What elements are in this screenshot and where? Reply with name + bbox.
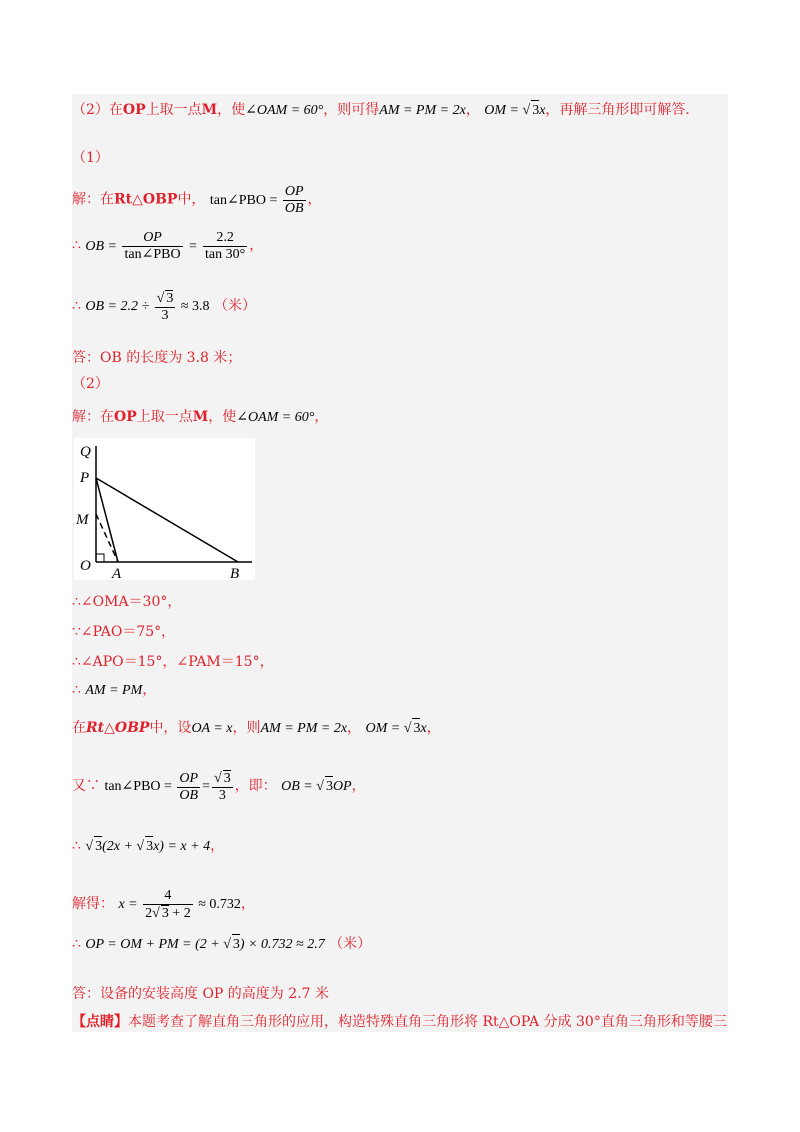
- solution-2-line-5: [72, 680, 156, 701]
- label-a: A: [112, 566, 122, 580]
- formula-ob-calc: OB = 2.2 ÷ $\frac{√ 3}{3}$ ≈ 3.8: [85, 291, 210, 323]
- part-1-heading: （1）: [72, 150, 109, 166]
- text: （2）在: [72, 102, 123, 118]
- hint-line-2: [72, 100, 699, 121]
- text: ，使: [208, 409, 237, 425]
- formula: ∠OAM = 60°: [236, 410, 315, 425]
- therefore-symbol: ∴: [72, 936, 81, 952]
- figure-svg: [74, 438, 255, 580]
- text: 上取一点: [136, 409, 193, 425]
- text: OP = OM + PM = (2 +: [85, 937, 224, 952]
- comment-line: [72, 1012, 727, 1032]
- formula-tan: [209, 184, 308, 216]
- text: ，: [426, 720, 441, 736]
- geometry-figure: [74, 438, 255, 580]
- text: 上取一点: [145, 102, 202, 118]
- text: OB: [284, 201, 304, 216]
- text: ，: [307, 191, 322, 208]
- text: 3: [412, 718, 420, 739]
- text: 中，设: [149, 720, 192, 736]
- text: 3: [218, 788, 226, 803]
- therefore-symbol: ∴: [72, 838, 81, 854]
- label-o: O: [80, 558, 91, 574]
- text: ，: [210, 838, 225, 854]
- formula: AM = PM: [85, 683, 143, 698]
- formula-ob: [85, 230, 249, 262]
- text: 中，: [177, 191, 206, 208]
- text: OB =: [281, 779, 317, 795]
- text: （米）: [214, 298, 256, 315]
- therefore-symbol: ∴: [72, 682, 81, 698]
- formula-om: OM = √ 3x: [484, 103, 545, 118]
- text: Rt△OBP: [114, 191, 178, 208]
- text: ，: [314, 409, 329, 425]
- answer-1: 答：OB 的长度为 3.8 米；: [72, 350, 242, 366]
- text: ，: [351, 778, 366, 795]
- formula-x: x = $\frac{4}{2√ 3 + 2}$ ≈ 0.732: [118, 888, 241, 921]
- text: OP: [122, 230, 182, 247]
- text: x =: [118, 897, 142, 913]
- text: tan∠PBO: [124, 247, 181, 262]
- therefore-symbol: ∴: [72, 237, 81, 254]
- formula-equation: √ 3(2x + √ 3x) = x + 4: [85, 839, 210, 854]
- right-angle-mark: [96, 554, 104, 562]
- solution-2-line-4: ∴∠APO＝15°，∠PAM＝15°，: [72, 654, 274, 670]
- text: ≈ 3.8: [177, 299, 210, 315]
- solution-line-1: [72, 184, 322, 217]
- text: 3: [223, 771, 231, 786]
- text: 在: [72, 720, 86, 736]
- formula: AM = PM = 2x: [379, 103, 466, 118]
- text: ，使: [217, 102, 246, 118]
- text: tan 30°: [205, 247, 246, 262]
- comment-tag: 【点睛】: [72, 1014, 128, 1030]
- text: 解得：: [72, 896, 114, 913]
- text: OM =: [484, 103, 523, 118]
- text: 解：在: [72, 409, 114, 425]
- text: 3: [232, 934, 240, 955]
- text: ，: [465, 102, 480, 118]
- formula: ∠OAM = 60°: [245, 103, 324, 118]
- solution-2-line-6: [72, 718, 441, 739]
- text: 又∵: [72, 778, 100, 795]
- solution-line-3: [72, 290, 256, 324]
- text: M: [201, 102, 218, 118]
- text: OB =: [85, 238, 121, 254]
- solution-line-2: [72, 230, 263, 263]
- text: tan∠PBO =: [209, 192, 281, 208]
- text: =: [184, 238, 202, 254]
- part-2-heading: （2）: [72, 376, 109, 392]
- text: (2x +: [102, 839, 137, 854]
- text: 3: [325, 776, 333, 797]
- label-m: M: [76, 512, 89, 528]
- solution-2-line-7: [72, 770, 366, 804]
- text: ，: [240, 896, 255, 913]
- solution-2-line-10: [72, 934, 371, 955]
- formula-op-final: OP = OM + PM = (2 + √ 3) × 0.732 ≈ 2.7: [85, 937, 324, 952]
- text: ，: [347, 720, 362, 736]
- text: 3: [94, 836, 102, 857]
- text: OB: [179, 787, 199, 803]
- label-b: B: [230, 566, 240, 580]
- text: x: [420, 721, 427, 736]
- text: OP: [332, 779, 352, 795]
- text: 3: [166, 291, 174, 306]
- solution-2-line-3: ∵∠PAO＝75°，: [72, 624, 176, 640]
- text: ，再解三角形即可解答．: [545, 102, 700, 118]
- label-p: P: [80, 470, 90, 486]
- text: ，: [142, 682, 157, 698]
- formula-ob-op: OB = √ 3OP: [281, 779, 351, 794]
- formula-om: OM = √ 3x: [366, 721, 427, 736]
- text: ，则可得: [323, 102, 380, 118]
- segment-pa: [96, 478, 118, 562]
- text: 2: [145, 906, 153, 921]
- answer-2: 答：设备的安装高度 OP 的高度为 2.7 米: [72, 986, 329, 1002]
- formula: OA = x: [191, 721, 233, 736]
- text: 3: [161, 308, 169, 323]
- segment-pb: [96, 478, 238, 562]
- text: M: [192, 409, 209, 425]
- text: 2.2: [203, 230, 247, 247]
- formula: AM = PM = 2x: [260, 721, 348, 736]
- solution-2-line-8: [72, 836, 224, 857]
- text: ，则: [232, 720, 261, 736]
- formula-tan-2: tan∠PBO = $\frac{OP}{OB}$ = $\frac{√ 3}{3}$: [104, 770, 231, 803]
- solution-2-line-9: [72, 888, 255, 922]
- solution-2-line-1: [72, 407, 328, 428]
- text: tan∠PBO =: [104, 779, 176, 795]
- text: 3: [161, 906, 169, 921]
- text: Rt△OBP: [86, 720, 150, 736]
- text: 3: [531, 100, 539, 121]
- text: OB = 2.2 ÷: [85, 299, 153, 315]
- label-q: Q: [80, 444, 91, 460]
- text: x) = x + 4: [153, 839, 211, 854]
- text: 4: [143, 888, 193, 905]
- text: 3: [145, 836, 153, 857]
- text: x: [539, 103, 546, 118]
- text: OM =: [365, 721, 404, 736]
- text: 本题考查了解直角三角形的应用，构造特殊直角三角形将 Rt△OPA 分成 30°直角三角形和等腰三: [128, 1014, 727, 1030]
- text: OP: [179, 770, 199, 786]
- text: ，即：: [234, 778, 277, 795]
- text: 解：在: [72, 191, 114, 208]
- text: ≈ 0.732: [194, 897, 241, 913]
- solution-2-line-2: ∴∠OMA＝30°，: [72, 594, 182, 610]
- therefore-symbol: ∴: [72, 298, 81, 315]
- text: ) × 0.732 ≈ 2.7: [239, 937, 325, 952]
- text: + 2: [168, 906, 191, 921]
- text: （米）: [329, 936, 372, 952]
- text: OP: [284, 184, 304, 199]
- text: OP: [114, 409, 137, 425]
- text: OP: [122, 102, 146, 118]
- text: ，: [249, 237, 264, 254]
